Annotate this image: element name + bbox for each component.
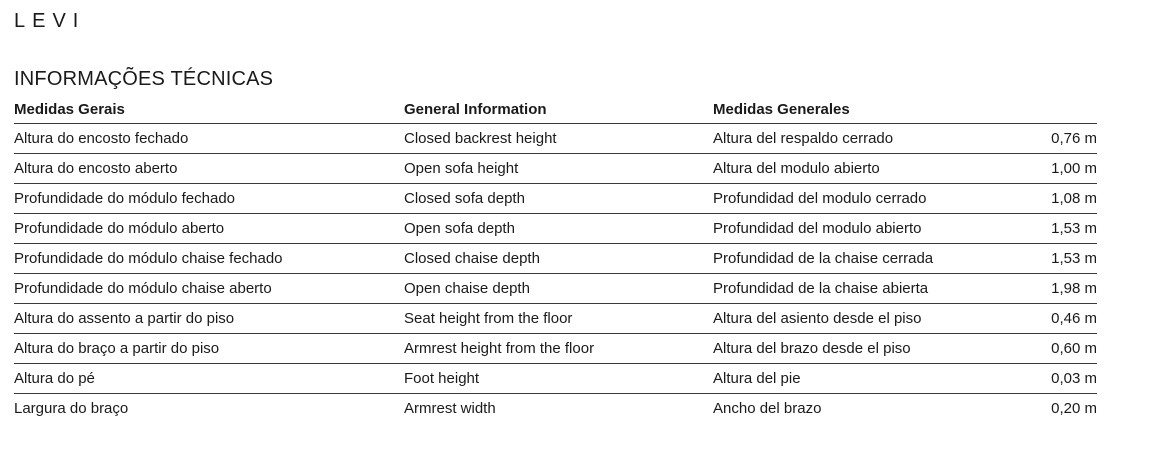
- cell-pt: Profundidade do módulo aberto: [14, 220, 225, 237]
- cell-en: Closed chaise depth: [404, 250, 540, 267]
- cell-es: Altura del asiento desde el piso: [713, 310, 922, 327]
- cell-pt: Profundidade do módulo fechado: [14, 190, 236, 207]
- cell-en: Armrest width: [404, 400, 496, 417]
- cell-es: Altura del modulo abierto: [713, 160, 880, 177]
- cell-en: Open chaise depth: [404, 280, 530, 297]
- table-row: [14, 214, 1097, 244]
- cell-value: 0,60 m: [1051, 340, 1097, 357]
- table-row: [14, 274, 1097, 304]
- cell-value: 0,46 m: [1051, 310, 1097, 327]
- table-header: [14, 96, 1097, 124]
- cell-en: Closed backrest height: [404, 130, 557, 147]
- header-en: General Information: [404, 101, 547, 118]
- section-title: INFORMAÇÕES TÉCNICAS: [14, 68, 274, 90]
- cell-en: Closed sofa depth: [404, 190, 525, 207]
- cell-value: 1,53 m: [1051, 250, 1097, 267]
- brand-title: LEVI: [14, 10, 86, 32]
- cell-en: Open sofa height: [404, 160, 519, 177]
- cell-value: 1,98 m: [1051, 280, 1097, 297]
- cell-en: Seat height from the floor: [404, 310, 573, 327]
- table-row: [14, 244, 1097, 274]
- cell-value: 1,00 m: [1051, 160, 1097, 177]
- cell-es: Profundidad de la chaise cerrada: [713, 250, 934, 267]
- cell-es: Altura del brazo desde el piso: [713, 340, 911, 357]
- cell-pt: Largura do braço: [14, 400, 129, 417]
- cell-es: Profundidad del modulo cerrado: [713, 190, 927, 207]
- table-row: [14, 364, 1097, 394]
- cell-pt: Altura do encosto fechado: [14, 130, 189, 147]
- cell-pt: Altura do assento a partir do piso: [14, 310, 235, 327]
- cell-en: Foot height: [404, 370, 480, 387]
- cell-value: 1,08 m: [1051, 190, 1097, 207]
- table-row: [14, 154, 1097, 184]
- cell-es: Altura del pie: [713, 370, 801, 387]
- table-row: [14, 124, 1097, 154]
- cell-value: 1,53 m: [1051, 220, 1097, 237]
- header-es: Medidas Generales: [713, 101, 850, 118]
- cell-en: Open sofa depth: [404, 220, 515, 237]
- cell-value: 0,20 m: [1051, 400, 1097, 417]
- spec-table: [14, 96, 1097, 424]
- header-pt: Medidas Gerais: [14, 101, 125, 118]
- cell-value: 0,76 m: [1051, 130, 1097, 147]
- cell-pt: Profundidade do módulo chaise aberto: [14, 280, 272, 297]
- cell-en: Armrest height from the floor: [404, 340, 595, 357]
- cell-pt: Altura do pé: [14, 370, 95, 387]
- table-row: [14, 304, 1097, 334]
- cell-value: 0,03 m: [1051, 370, 1097, 387]
- table-row: [14, 394, 1097, 424]
- cell-pt: Altura do encosto aberto: [14, 160, 178, 177]
- cell-es: Profundidad de la chaise abierta: [713, 280, 929, 297]
- table-row: [14, 334, 1097, 364]
- cell-pt: Altura do braço a partir do piso: [14, 340, 220, 357]
- cell-pt: Profundidade do módulo chaise fechado: [14, 250, 283, 267]
- cell-es: Profundidad del modulo abierto: [713, 220, 922, 237]
- cell-es: Altura del respaldo cerrado: [713, 130, 894, 147]
- table-row: [14, 184, 1097, 214]
- cell-es: Ancho del brazo: [713, 400, 822, 417]
